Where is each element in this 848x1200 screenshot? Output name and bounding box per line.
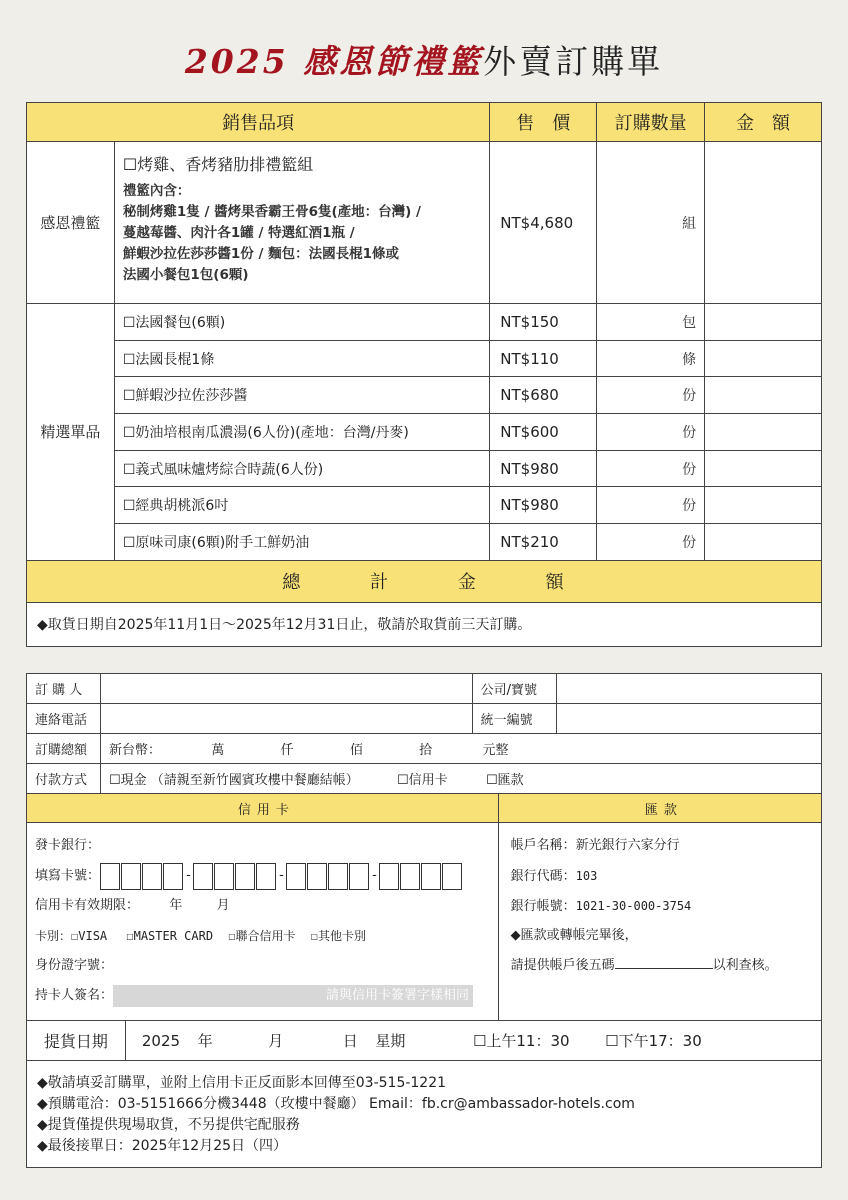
tax-id-input[interactable] [556,704,821,734]
pickup-note: ◆取貨日期自2025年11月1日～2025年12月31日止，敬請於取貨前三天訂購。 [27,602,822,646]
gift-qty-cell[interactable] [597,142,705,304]
single-item-amount[interactable] [705,340,822,377]
card-digit-box[interactable] [307,863,327,890]
credit-card-header: 信用卡 [27,794,499,823]
gift-name[interactable]: ☐烤雞、香烤豬肋排禮籃組 [122,155,314,174]
card-digit-box[interactable] [328,863,348,890]
currency-label: 新台幣： [108,743,161,758]
single-item-unit: 份 [682,498,697,515]
single-category: 精選單品 [27,304,115,561]
unit-shi: 拾 [419,743,433,758]
single-item-price: NT$980 [490,487,597,524]
account-name: 帳戶名稱：新光銀行六家分行 [510,838,680,853]
single-item-unit: 份 [682,424,697,441]
single-item-amount[interactable] [705,414,822,451]
single-item-amount[interactable] [705,377,822,414]
single-item-unit: 包 [682,314,697,331]
single-item-amount[interactable] [705,450,822,487]
single-item-qty[interactable] [597,450,705,487]
note-phone-email: ◆預購電洽：03-5151666分機3448（玫樓中餐廳） Email：fb.cr@ambassador-hotels.com [37,1096,635,1112]
header-price: 售 價 [490,103,597,142]
order-form [26,673,822,1021]
gift-line5: 法國小餐包1包(6顆) [122,267,249,283]
gift-unit: 組 [682,215,697,232]
visa-checkbox[interactable]: ☐VISA [71,929,108,943]
single-item-name[interactable]: ☐奶油培根南瓜濃湯(6人份)(產地：台灣/丹麥) [114,414,489,451]
pickup-date-label: 提貨日期 [27,1021,126,1061]
single-item-price: NT$600 [490,414,597,451]
single-item-unit: 條 [682,351,697,368]
pickup-weekday: 星期 [375,1032,406,1050]
gift-row [27,142,822,304]
id-number[interactable]: 身份證字號： [35,958,114,973]
pickup-pm-checkbox[interactable]: ☐下午17：30 [605,1032,702,1050]
unit-wan: 萬 [211,743,225,758]
pay-cash-checkbox[interactable]: ☐現金 （請親至新竹國賓玫樓中餐廳結帳） [108,773,359,788]
card-digit-box[interactable] [193,863,213,890]
gift-amount-cell[interactable] [705,142,822,304]
single-row [27,414,822,451]
card-digit-box[interactable] [235,863,255,890]
company-input[interactable] [556,674,821,704]
gift-description [114,142,489,304]
single-item-qty[interactable] [597,340,705,377]
single-row [27,487,822,524]
total-word: 金 [457,572,478,594]
card-digit-box[interactable] [442,863,462,890]
note-fax: ◆敬請填妥訂購單，並附上信用卡正反面影本回傳至03-515-1221 [37,1075,447,1091]
single-item-qty[interactable] [597,524,705,561]
unit-bai: 佰 [349,743,363,758]
pickup-date-table [26,1020,822,1061]
card-type-row [35,921,498,951]
signature-field[interactable]: 請與信用卡簽署字樣相同 [113,985,473,1007]
total-word: 總 [282,572,303,594]
total-label [27,560,822,602]
single-item-name[interactable]: ☐法國餐包(6顆) [114,304,489,341]
pickup-month: 月 [268,1032,284,1050]
single-row [27,450,822,487]
single-item-name[interactable]: ☐鮮蝦沙拉佐莎莎醬 [114,377,489,414]
single-row [27,377,822,414]
pay-transfer-checkbox[interactable]: ☐匯款 [485,773,524,788]
total-word: 計 [370,572,391,594]
bank-code-label: 銀行代碼： [510,869,576,884]
orderer-label: 訂 購 人 [27,674,101,704]
transfer-note2 [511,951,821,981]
phone-label: 連絡電話 [27,704,101,734]
single-item-qty[interactable] [597,414,705,451]
gift-line1: 禮籃內含： [122,183,191,199]
signature-row [35,981,498,1011]
title-red: 2025 感恩節禮籃 [184,42,484,81]
pickup-date-field[interactable] [125,1021,821,1061]
single-item-price: NT$150 [490,304,597,341]
card-digit-box[interactable] [214,863,234,890]
bank-code: 103 [575,869,598,883]
bank-code-row [511,861,821,891]
expiry-label: 信用卡有效期限： [35,898,140,913]
last-five-digits-field[interactable] [615,957,713,969]
product-table [26,102,822,647]
card-digit-box[interactable] [286,863,306,890]
pickup-day: 日 [342,1032,358,1050]
single-item-price: NT$680 [490,377,597,414]
pickup-am-checkbox[interactable]: ☐上午11：30 [472,1032,570,1050]
card-digit-box[interactable] [421,863,441,890]
tax-id-label: 統一編號 [472,704,556,734]
single-item-price: NT$110 [490,340,597,377]
single-item-unit: 份 [682,461,697,478]
gift-line3: 蔓越莓醬、肉汁各1罐 / 特選紅酒1瓶 / [122,225,355,241]
expiry-row[interactable] [35,891,498,921]
note-last-order: ◆最後接單日：2025年12月25日（四） [37,1138,288,1154]
single-item-price: NT$980 [490,450,597,487]
single-row [27,304,822,341]
single-item-unit: 份 [682,388,697,405]
table-header [27,103,822,142]
gift-line4: 鮮蝦沙拉佐莎莎醬1份 / 麵包：法國長棍1條或 [122,246,399,262]
card-digit-box[interactable] [142,863,162,890]
card-digit-box[interactable] [349,863,369,890]
pickup-year: 年 [197,1032,213,1050]
transfer-note1: ◆匯款或轉帳完畢後， [510,928,638,943]
notes-cell [27,1061,822,1168]
transfer-note2a: 請提供帳戶後五碼 [510,958,615,973]
pay-card-checkbox[interactable]: ☐信用卡 [397,773,448,788]
card-digit-box[interactable] [400,863,420,890]
expiry-year: 年 [169,898,183,913]
header-qty: 訂購數量 [597,103,705,142]
card-digit-box[interactable] [100,863,120,890]
transfer-note2b: 以利查核。 [712,958,778,973]
single-item-name[interactable]: ☐原味司康(6顆)附手工鮮奶油 [114,524,489,561]
card-number-row: 填寫卡號： - - - [35,861,498,891]
orderer-input[interactable] [100,674,472,704]
single-item-unit: 份 [682,534,697,551]
order-total-field[interactable] [100,734,821,764]
master-checkbox[interactable]: ☐MASTER CARD [126,929,214,943]
pickup-note-row [27,602,822,646]
phone-input[interactable] [100,704,472,734]
title-black: 外賣訂購單 [483,42,664,81]
header-item: 銷售品項 [27,103,490,142]
single-item-qty[interactable] [597,487,705,524]
account-no-row [511,891,821,921]
single-item-name[interactable]: ☐義式風味爐烤綜合時蔬(6人份) [114,450,489,487]
single-item-name[interactable]: ☐法國長棍1條 [114,340,489,377]
total-row [27,560,822,602]
single-item-name[interactable]: ☐經典胡桃派6吋 [114,487,489,524]
unit-qian: 仟 [280,743,294,758]
single-item-amount[interactable] [705,524,822,561]
payment-options [100,764,821,794]
order-total-label: 訂購總額 [27,734,101,764]
payment-label: 付款方式 [27,764,101,794]
union-checkbox[interactable]: ☐聯合信用卡 [228,929,296,943]
card-digit-box[interactable] [121,863,141,890]
gift-line2: 秘制烤雞1隻 / 醬烤果香霸王骨6隻(產地：台灣) / [122,204,421,220]
account-no-label: 銀行帳號： [510,899,576,914]
pickup-year-value: 2025 [141,1032,181,1050]
signature-label: 持卡人簽名： [35,988,114,1003]
company-label: 公司/寶號 [472,674,556,704]
card-number-label: 填寫卡號： [35,868,101,884]
single-item-qty[interactable] [597,377,705,414]
page-title [0,36,848,83]
account-no: 1021-30-000-3754 [575,899,692,913]
single-row [27,524,822,561]
card-digit-box[interactable] [379,863,399,890]
card-digit-box[interactable] [256,863,276,890]
single-item-price: NT$210 [490,524,597,561]
unit-yuan: 元整 [482,743,509,758]
card-digit-box[interactable] [163,863,183,890]
transfer-section [498,823,821,1021]
header-amount: 金 額 [705,103,822,142]
notes-table [26,1060,822,1168]
total-word: 額 [545,572,566,594]
expiry-month: 月 [216,898,230,913]
gift-price: NT$4,680 [490,142,597,304]
single-item-amount[interactable] [705,487,822,524]
single-item-amount[interactable] [705,304,822,341]
transfer-header: 匯款 [498,794,821,823]
issuing-bank[interactable]: 發卡銀行： [35,838,101,853]
single-item-qty[interactable] [597,304,705,341]
single-row [27,340,822,377]
other-card-checkbox[interactable]: ☐其他卡別 [310,929,367,943]
note-pickup-only: ◆提貨僅提供現場取貨，不另提供宅配服務 [37,1117,300,1133]
card-type-label: 卡別： [35,929,72,943]
gift-category: 感恩禮籃 [27,142,115,304]
credit-card-section [27,823,499,1021]
